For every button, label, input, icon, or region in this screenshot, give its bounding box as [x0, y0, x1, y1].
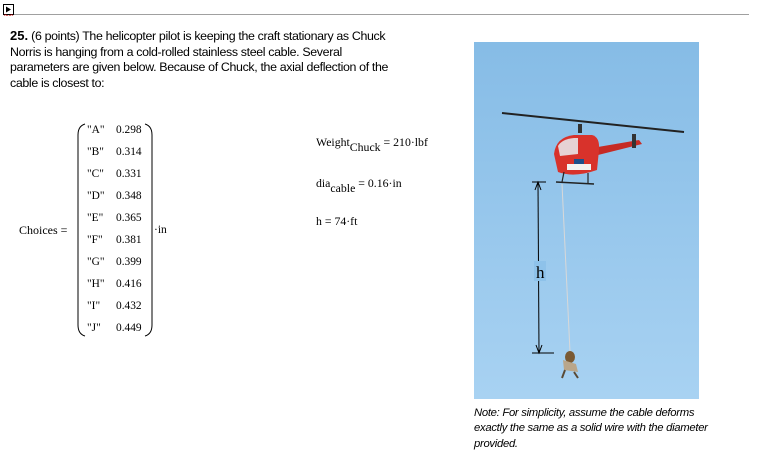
choice-row-f: "F" 0.381 [87, 234, 142, 246]
weight-chuck-param: Weight$_{Chuck}$ = 210·lbf [316, 135, 428, 154]
choices-unit: ·in [154, 224, 167, 236]
question-body: (6 points) The helicopter pilot is keeping the craft stationary as Chuck Norris is hanging from a cold-rolled stainless steel cable. Several parameters are given below. Because of Chuck, the axial deflection of the cable is closest to: [10, 29, 389, 90]
top-divider [3, 14, 749, 15]
matrix-left-bracket [77, 123, 87, 337]
choice-row-d: "D" 0.348 [87, 190, 142, 202]
choice-row-j: "J" 0.449 [87, 322, 142, 334]
choice-row-a: "A" 0.298 [87, 124, 142, 136]
choice-row-e: "E" 0.365 [87, 212, 142, 224]
choice-row-c: "C" 0.331 [87, 168, 142, 180]
choice-row-h: "H" 0.416 [87, 278, 142, 290]
choice-row-i: "I" 0.432 [87, 300, 142, 312]
question-text [10, 28, 390, 91]
region-marker-icon [3, 4, 15, 16]
choices-label: Choices = [19, 223, 68, 237]
choice-row-g: "G" 0.399 [87, 256, 142, 268]
h-param: h = 74·ft [316, 214, 358, 228]
helicopter-photo [474, 42, 699, 399]
dia-cable-param: dia$_{cable}$ = 0.16·in [316, 176, 402, 195]
sky-background [474, 42, 699, 399]
question-number: 25. [10, 28, 29, 43]
choices-matrix [77, 123, 153, 337]
choice-row-b: "B" 0.314 [87, 146, 142, 158]
dimension-label-h: h [536, 263, 545, 282]
matrix-right-bracket [143, 123, 153, 337]
note-text: Note: For simplicity, assume the cable deforms exactly the same as a solid wire with the diameter provided. [474, 407, 708, 450]
